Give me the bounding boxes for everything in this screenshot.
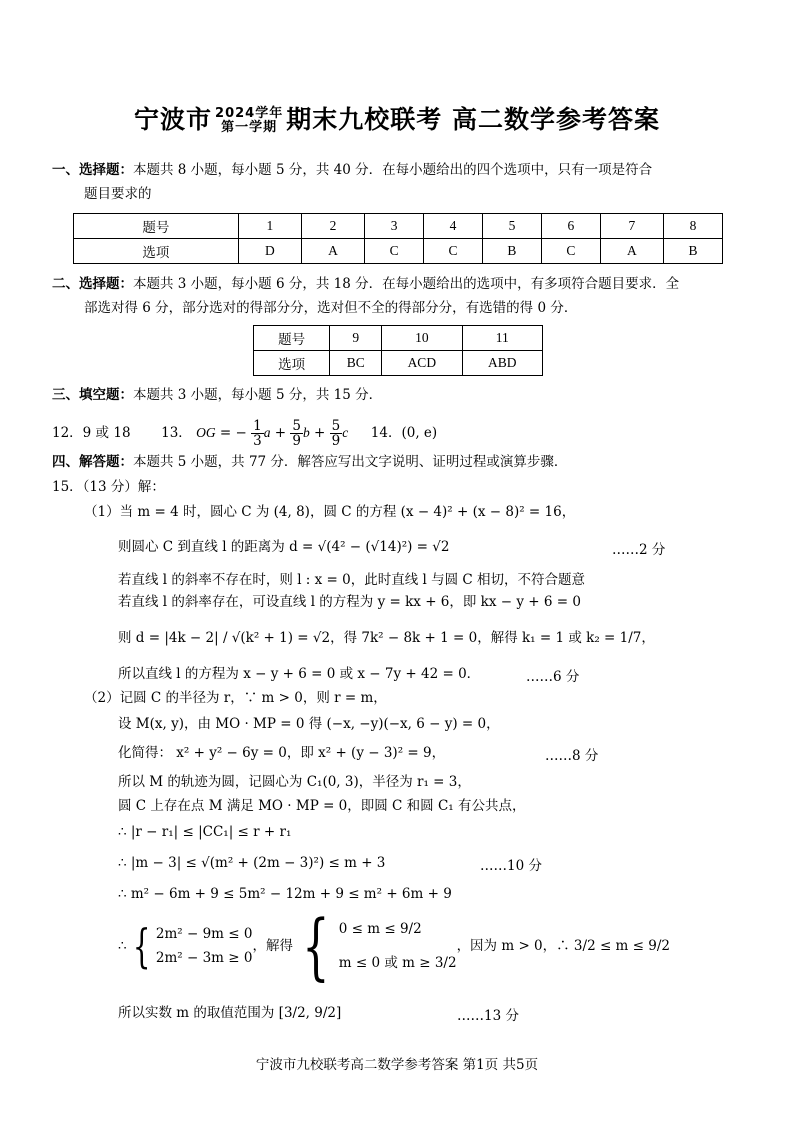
table2-header-row bbox=[254, 326, 543, 351]
system-conclusion: ，因为 m > 0，∴ 3/2 ≤ m ≤ 9/2 bbox=[456, 938, 670, 954]
table-cell: B bbox=[664, 239, 723, 264]
system-1-eq1: 2m² − 9m ≤ 0 bbox=[155, 926, 253, 942]
answer-13-formula: OG = − $\frac{1}{3}$ a + $\frac{5}{9}$ b + $\frac{5}{9}$ c bbox=[196, 418, 349, 449]
section2-heading: 二、选择题： bbox=[52, 276, 133, 292]
q15-p1-line4: 若直线 l 的斜率存在，可设直线 l 的方程为 y = kx + 6，即 kx − y + 6 = 0 bbox=[118, 594, 581, 610]
q15-p1-line6: 所以直线 l 的方程为 x − y + 6 = 0 或 x − 7y + 42 = 0． bbox=[118, 666, 481, 682]
fill-answers bbox=[52, 418, 437, 448]
table-cell: D bbox=[238, 239, 301, 264]
left-brace-2: { bbox=[302, 904, 330, 988]
title-rest: 期末九校联考 高二数学参考答案 bbox=[286, 105, 660, 134]
system-2-eq1: 0 ≤ m ≤ 9/2 bbox=[338, 921, 422, 937]
table-cell: C bbox=[365, 239, 424, 264]
score-10: ……10 分 bbox=[480, 858, 542, 874]
table-cell: 9 bbox=[330, 326, 382, 351]
table-cell: B bbox=[482, 239, 541, 264]
section4-heading: 四、解答题： bbox=[52, 454, 133, 470]
score-13: ……13 分 bbox=[457, 1008, 519, 1024]
q15-p2-line8: ∴ m² − 6m + 9 ≤ 5m² − 12m + 9 ≤ m² + 6m + 9 bbox=[118, 886, 452, 902]
system-1 bbox=[156, 922, 253, 970]
table-cell: 3 bbox=[365, 214, 424, 239]
left-brace: { bbox=[132, 919, 151, 973]
q15-p2-line4: 所以 M 的轨迹为圆，记圆心为 C₁(0, 3)，半径为 r₁ = 3， bbox=[118, 774, 471, 790]
table-cell: 2 bbox=[301, 214, 364, 239]
answer-13-label: 13． bbox=[161, 425, 192, 441]
title-city: 宁波市 bbox=[134, 105, 213, 134]
title-term-stack bbox=[215, 107, 283, 135]
section1-heading: 一、选择题： bbox=[52, 162, 133, 178]
q15-p2-line5: 圆 C 上存在点 M 满足 MO · MP = 0，即圆 C 和圆 C₁ 有公共点， bbox=[118, 798, 526, 814]
table-cell: 7 bbox=[600, 214, 663, 239]
q15-p2-line2: 设 M(x, y)，由 MO · MP = 0 得 (−x, −y)(−x, 6 − y) = 0， bbox=[118, 716, 500, 732]
q15-p2-line3: 化简得： x² + y² − 6y = 0，即 x² + (y − 3)² = 9， bbox=[118, 745, 446, 761]
answer-12: 12．9 或 18 bbox=[52, 425, 131, 441]
table-cell: 6 bbox=[541, 214, 600, 239]
q15-p2-line7: ∴ |m − 3| ≤ √(m² + (2m − 3)²) ≤ m + 3 bbox=[118, 855, 386, 871]
section3-heading: 三、填空题： bbox=[52, 387, 133, 403]
section2-text1: 本题共 3 小题，每小题 6 分，共 18 分．在每小题给出的选项中，有多项符合题目要求．全 bbox=[133, 276, 680, 292]
table-cell: A bbox=[600, 239, 663, 264]
table1-header-row bbox=[74, 214, 723, 239]
system-1-eq2: 2m² − 3m ≥ 0 bbox=[155, 950, 253, 966]
table-cell: 4 bbox=[424, 214, 483, 239]
q15-p1-line3: 若直线 l 的斜率不存在时，则 l : x = 0，此时直线 l 与圆 C 相切，不符合题意 bbox=[118, 572, 586, 588]
table2-answer-row bbox=[254, 351, 543, 376]
page-footer: 宁波市九校联考高二数学参考答案 第1页 共5页 bbox=[255, 1057, 539, 1073]
table-cell: C bbox=[541, 239, 600, 264]
q15-heading: 15．（13 分）解： bbox=[52, 479, 165, 495]
section4-text: 本题共 5 小题，共 77 分．解答应写出文字说明、证明过程或演算步骤． bbox=[133, 454, 568, 470]
score-6: ……6 分 bbox=[526, 669, 580, 685]
table-cell: 选项 bbox=[74, 239, 239, 264]
score-8: ……8 分 bbox=[545, 748, 599, 764]
q15-p1-line2: 则圆心 C 到直线 l 的距离为 d = √(4² − (√14)²) = √2 bbox=[118, 539, 450, 555]
title-term: 第一学期 bbox=[221, 120, 278, 135]
table-cell: 5 bbox=[482, 214, 541, 239]
section1-line1 bbox=[52, 160, 652, 180]
section1-text2: 题目要求的 bbox=[84, 186, 152, 202]
table-cell: 题号 bbox=[254, 326, 330, 351]
table-cell: 1 bbox=[238, 214, 301, 239]
system-2-eq2: m ≤ 0 或 m ≥ 3/2 bbox=[338, 955, 457, 971]
answer-table-2 bbox=[253, 325, 543, 376]
q15-p2-line6: ∴ |r − r₁| ≤ |CC₁| ≤ r + r₁ bbox=[118, 824, 292, 840]
system-2 bbox=[339, 912, 457, 980]
table1-answer-row bbox=[74, 239, 723, 264]
q15-p2-line1: （2）记圆 C 的半径为 r，∵ m > 0，则 r = m， bbox=[84, 690, 387, 706]
table-cell: 11 bbox=[462, 326, 542, 351]
table-cell: 题号 bbox=[74, 214, 239, 239]
section3-line bbox=[52, 385, 382, 405]
q15-p1-line1: （1）当 m = 4 时，圆心 C 为 (4, 8)，圆 C 的方程 (x − 4)² + (x − 8)² = 16， bbox=[84, 504, 576, 520]
answer-14: 14．(0, e) bbox=[370, 425, 438, 441]
title-year: 2024学年 bbox=[215, 106, 284, 121]
q15-p2-line10: 所以实数 m 的取值范围为 [3/2, 9/2] bbox=[118, 1005, 342, 1021]
answer-table-1 bbox=[73, 213, 723, 264]
table-cell: ABD bbox=[462, 351, 542, 376]
table-cell: 8 bbox=[664, 214, 723, 239]
section1-text1: 本题共 8 小题，每小题 5 分，共 40 分．在每小题给出的四个选项中，只有一项是符合 bbox=[133, 162, 653, 178]
section2-text2: 部选对得 6 分，部分选对的得部分分，选对但不全的得部分分，有选错的得 0 分． bbox=[84, 300, 578, 316]
q15-p2-system: ∴ { 2m² − 9m ≤ 0 2m² − 3m ≥ 0 ，解得 { 0 ≤ m ≤ 9/2 m ≤ 0 或 m ≥ 3/2 ，因为 m > 0，∴ 3/2 ≤ m ≤ 9/2 bbox=[118, 904, 670, 988]
q15-p1-line5: 则 d = |4k − 2| / √(k² + 1) = √2，得 7k² − 8k + 1 = 0，解得 k₁ = 1 或 k₂ = 1/7， bbox=[118, 630, 655, 646]
page-title bbox=[0, 100, 794, 136]
table-cell: C bbox=[424, 239, 483, 264]
section3-text: 本题共 3 小题，每小题 5 分，共 15 分． bbox=[133, 387, 383, 403]
table-cell: 选项 bbox=[254, 351, 330, 376]
section4-line bbox=[52, 452, 567, 472]
section2-line1 bbox=[52, 274, 679, 294]
system-solve-text: ，解得 bbox=[252, 938, 293, 954]
table-cell: A bbox=[301, 239, 364, 264]
table-cell: ACD bbox=[382, 351, 462, 376]
score-2: ……2 分 bbox=[612, 542, 666, 558]
table-cell: BC bbox=[330, 351, 382, 376]
table-cell: 10 bbox=[382, 326, 462, 351]
